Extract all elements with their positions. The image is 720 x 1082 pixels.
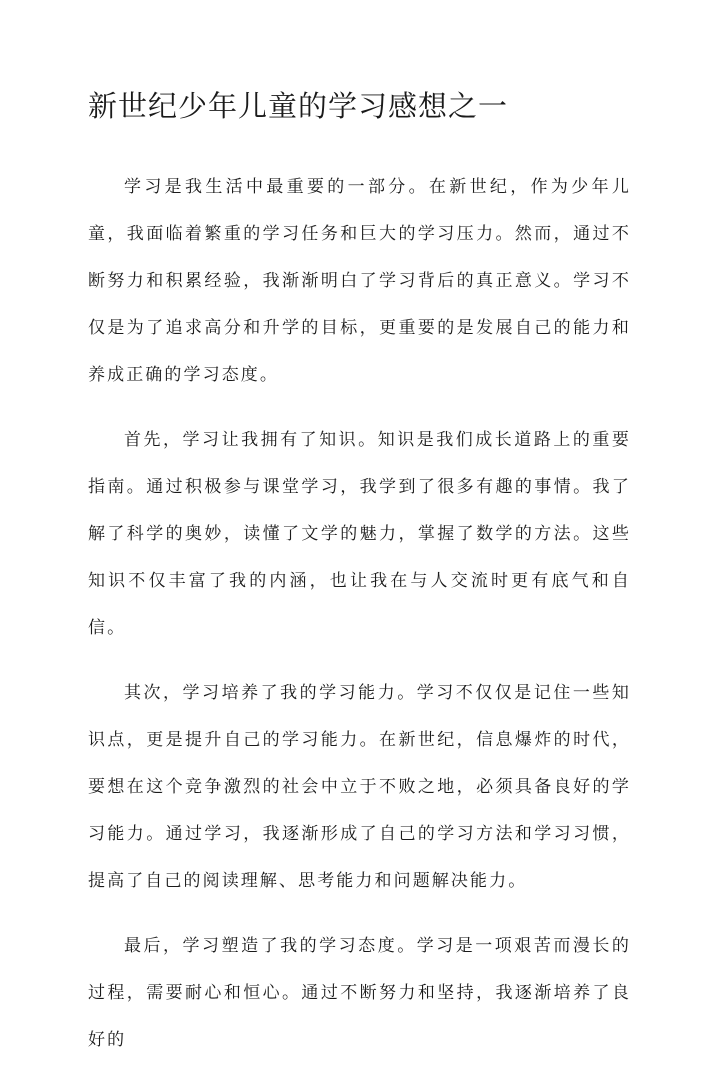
paragraph-2: 首先，学习让我拥有了知识。知识是我们成长道路上的重要指南。通过积极参与课堂学习，我学到了很多有趣的事情。我了解了科学的奥妙，读懂了文学的魅力，掌握了数学的方法。这些知识不仅丰富了我的内涵，也让我在与人交流时更有底气和自信。 xyxy=(88,430,631,638)
document-body xyxy=(88,164,631,1082)
paragraph-1: 学习是我生活中最重要的一部分。在新世纪，作为少年儿童，我面临着繁重的学习任务和巨大的学习压力。然而，通过不断努力和积累经验，我渐渐明白了学习背后的真正意义。学习不仅是为了追求高分和升学的目标，更重要的是发展自己的能力和养成正确的学习态度。 xyxy=(88,177,631,385)
paragraph-4: 最后，学习塑造了我的学习态度。学习是一项艰苦而漫长的过程，需要耐心和恒心。通过不断努力和坚持，我逐渐培养了良好的 xyxy=(88,936,631,1050)
document-title: 新世纪少年儿童的学习感想之一 xyxy=(88,89,509,123)
paragraph-3: 其次，学习培养了我的学习能力。学习不仅仅是记住一些知识点，更是提升自己的学习能力。在新世纪，信息爆炸的时代，要想在这个竞争激烈的社会中立于不败之地，必须具备良好的学习能力。通过学习，我逐渐形成了自己的学习方法和学习习惯，提高了自己的阅读理解、思考能力和问题解决能力。 xyxy=(88,683,631,891)
